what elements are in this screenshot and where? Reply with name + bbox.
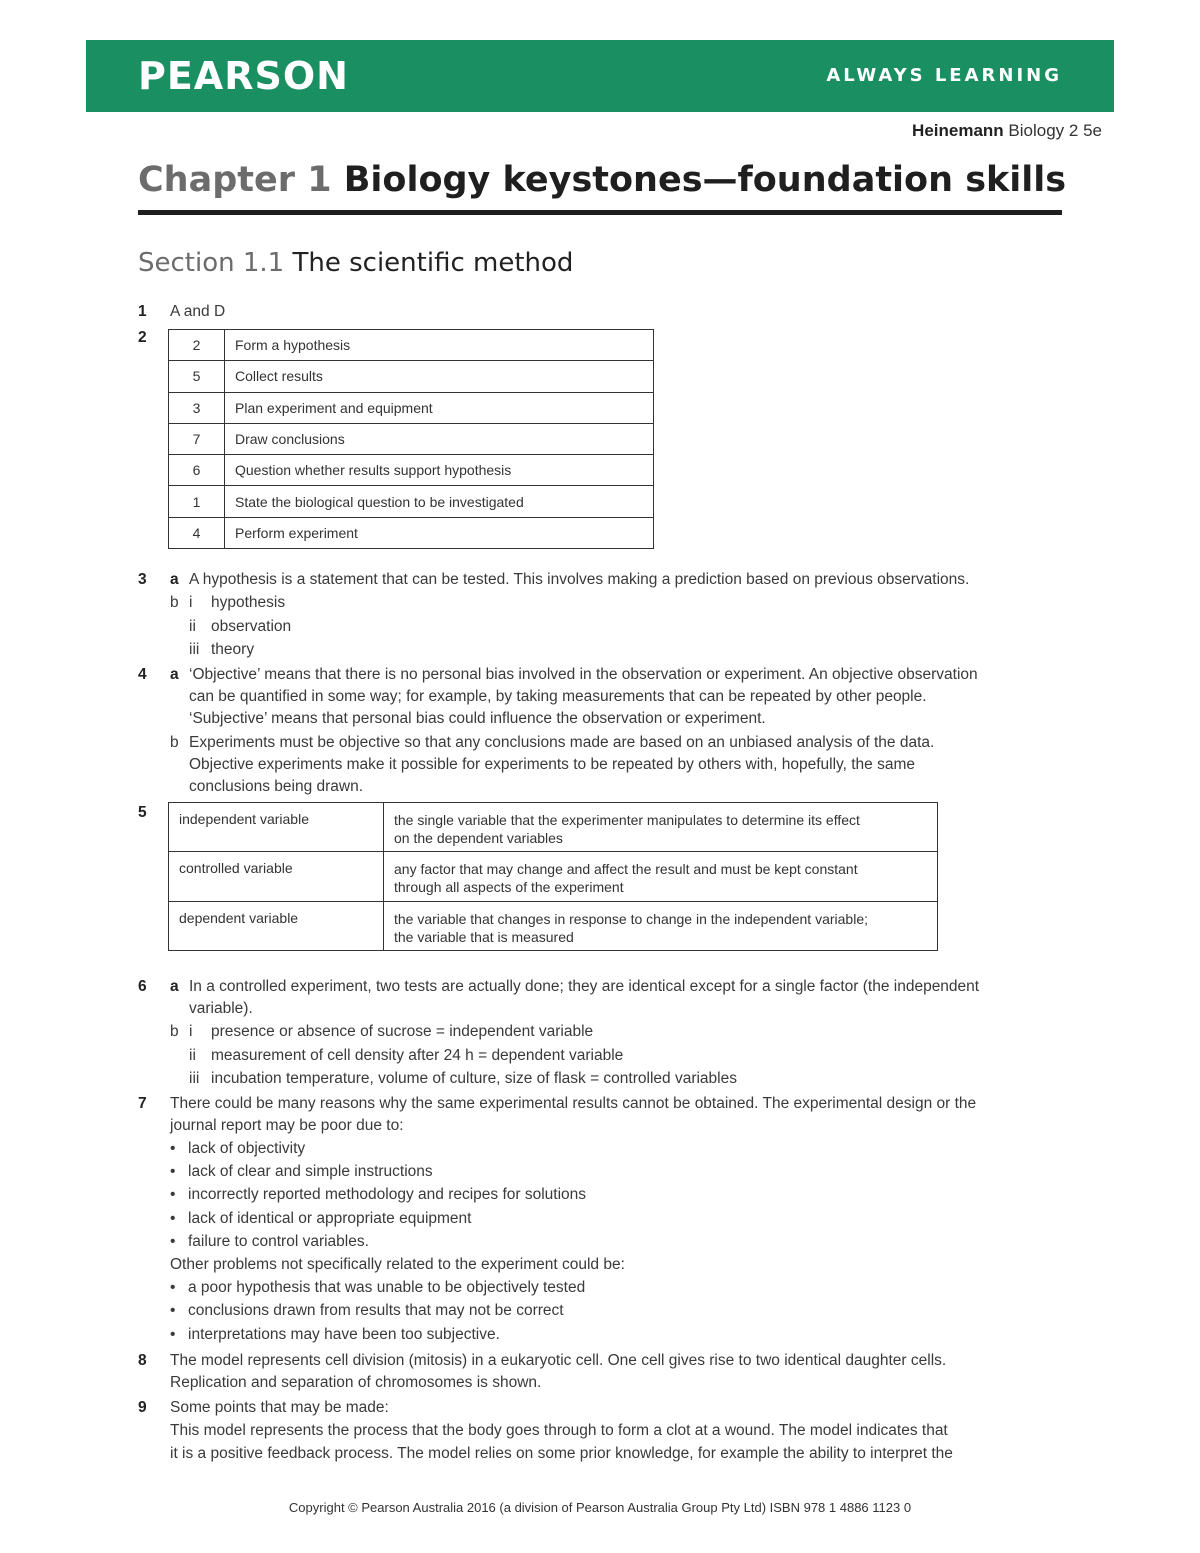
q7-mid-line: Other problems not specifically related to the experiment could be:: [170, 1256, 625, 1273]
q2-step-number: 1: [169, 486, 225, 517]
q3-a-text: A hypothesis is a statement that can be tested. This involves making a prediction based on previous observations.: [189, 571, 970, 588]
q5-term: independent variable: [169, 803, 384, 852]
q9-line: it is a positive feedback process. The model relies on some prior knowledge, for example the ability to interpret the: [170, 1445, 953, 1462]
chapter-name: Biology keystones—foundation skills: [343, 160, 1067, 200]
roman-numeral: i: [189, 594, 193, 611]
q5-definition-line: through all aspects of the experiment: [394, 879, 624, 896]
q2-row: [169, 392, 654, 423]
q2-step-text: Draw conclusions: [225, 423, 654, 454]
item-text: theory: [211, 641, 255, 658]
q7-bullet: • interpretations may have been too subjective.: [170, 1324, 500, 1346]
q2-row: [169, 486, 654, 517]
q7-intro-line: journal report may be poor due to:: [170, 1117, 404, 1134]
roman-numeral: ii: [189, 617, 196, 635]
q4-a-line: ‘Subjective’ means that personal bias could influence the observation or experiment.: [189, 710, 766, 727]
q7-bullet: • incorrectly reported methodology and recipes for solutions: [170, 1184, 586, 1206]
q2-step-number: 7: [169, 423, 225, 454]
q4-a-line: can be quantified in some way; for example, by taking measurements that can be repeated by other people.: [189, 688, 927, 705]
q7-bullet: • lack of identical or appropriate equipment: [170, 1208, 471, 1230]
q2-row: [169, 455, 654, 486]
q4-a-line: ‘Objective’ means that there is no personal bias involved in the observation or experiment. An objective observation: [189, 666, 978, 683]
q3-b-item: [189, 592, 285, 614]
q5-row: [169, 852, 938, 901]
q5-definition-line: the variable that changes in response to change in the independent variable;: [394, 910, 869, 927]
item-text: observation: [211, 617, 292, 635]
q2-step-number: 5: [169, 361, 225, 392]
item-text: incubation temperature, volume of culture, size of flask = controlled variables: [211, 1070, 737, 1087]
q1-answer: A and D: [170, 303, 226, 320]
q6-a-line: variable).: [189, 1000, 253, 1017]
q4-b-label: b: [170, 734, 179, 751]
q7-intro-line: There could be many reasons why the same experimental results cannot be obtained. The experimental design or the: [170, 1095, 977, 1112]
q3-a-label: a: [170, 571, 179, 588]
q2-number: 2: [138, 329, 147, 346]
q5-definition-line: any factor that may change and affect the result and must be kept constant: [394, 861, 858, 878]
q8-number: 8: [138, 1352, 147, 1369]
q5-definition-line: on the dependent variables: [394, 830, 563, 846]
chapter-title: [138, 158, 1067, 202]
q2-step-text: State the biological question to be investigated: [225, 486, 654, 517]
q2-step-text: Form a hypothesis: [225, 330, 654, 361]
q3-number: 3: [138, 571, 147, 588]
q6-number: 6: [138, 978, 147, 995]
q2-step-text: Collect results: [225, 361, 654, 392]
q2-table: [168, 329, 654, 549]
q4-b-line: Experiments must be objective so that any conclusions made are based on an unbiased analysis of the data.: [189, 734, 935, 751]
q6-b-label: b: [170, 1023, 179, 1040]
q2-row: [169, 330, 654, 361]
q6-b-item: [189, 1045, 623, 1067]
q5-definition: [384, 901, 938, 950]
section-name: The scientific method: [292, 248, 574, 278]
q8-line: The model represents cell division (mitosis) in a eukaryotic cell. One cell gives rise to two identical daughter cells.: [170, 1352, 947, 1369]
item-text: presence or absence of sucrose = independent variable: [211, 1023, 594, 1040]
book-name: Biology 2 5e: [1008, 121, 1102, 140]
q1-number: 1: [138, 303, 147, 320]
q8-line: Replication and separation of chromosomes is shown.: [170, 1374, 542, 1391]
q5-definition: [384, 803, 938, 852]
chapter-label: Chapter 1: [138, 160, 332, 200]
q9-number: 9: [138, 1399, 147, 1416]
tagline: ALWAYS LEARNING: [826, 65, 1062, 86]
q9-line: This model represents the process that the body goes through to form a clot at a wound. The model indicates that: [170, 1422, 948, 1439]
q5-term: dependent variable: [169, 901, 384, 950]
copyright-footer: Copyright © Pearson Australia 2016 (a division of Pearson Australia Group Pty Ltd) ISBN 978 1 4886 1123 0: [288, 1500, 912, 1515]
header-banner: [86, 40, 1114, 112]
q2-row: [169, 517, 654, 548]
item-text: measurement of cell density after 24 h = dependent variable: [211, 1046, 624, 1064]
chapter-rule: [138, 210, 1062, 215]
q4-a-label: a: [170, 666, 179, 683]
q5-number: 5: [138, 804, 147, 821]
q6-b-item: [189, 1068, 737, 1090]
q3-b-item: [189, 616, 291, 638]
q3-b-item: [189, 639, 254, 661]
q5-definition-line: the variable that is measured: [394, 928, 574, 945]
book-publisher: Heinemann: [912, 121, 1004, 140]
q4-b-line: conclusions being drawn.: [189, 778, 364, 795]
q5-term: controlled variable: [169, 852, 384, 901]
q3-b-label: b: [170, 594, 179, 611]
section-label: Section 1.1: [138, 248, 285, 278]
book-reference: [912, 120, 1102, 142]
q2-step-number: 3: [169, 392, 225, 423]
q7-bullet: • a poor hypothesis that was unable to be objectively tested: [170, 1277, 585, 1299]
q5-table: [168, 802, 938, 951]
roman-numeral: iii: [189, 1070, 200, 1087]
q4-number: 4: [138, 666, 147, 683]
item-text: hypothesis: [211, 594, 286, 611]
roman-numeral: ii: [189, 1046, 196, 1064]
q2-row: [169, 423, 654, 454]
q4-b-line: Objective experiments make it possible for experiments to be repeated by others with, hopefully, the same: [189, 756, 915, 773]
q5-row: [169, 901, 938, 950]
q2-step-number: 6: [169, 455, 225, 486]
q7-bullet: • failure to control variables.: [170, 1231, 369, 1253]
q7-bullet: • lack of clear and simple instructions: [170, 1161, 433, 1183]
q5-definition-line: the single variable that the experimenter manipulates to determine its effect: [394, 812, 860, 828]
q7-bullet: • lack of objectivity: [170, 1138, 305, 1160]
q5-definition: [384, 852, 938, 901]
q2-step-number: 4: [169, 517, 225, 548]
q2-step-text: Question whether results support hypothesis: [225, 455, 654, 486]
q2-step-text: Plan experiment and equipment: [225, 392, 654, 423]
q5-row: [169, 803, 938, 852]
q7-number: 7: [138, 1095, 147, 1112]
q2-row: [169, 361, 654, 392]
q2-step-number: 2: [169, 330, 225, 361]
pearson-logo: PEARSON: [138, 54, 349, 98]
q6-b-item: [189, 1021, 593, 1043]
q6-a-label: a: [170, 978, 179, 995]
roman-numeral: i: [189, 1023, 193, 1040]
q7-bullet: • conclusions drawn from results that may not be correct: [170, 1300, 564, 1322]
q9-line: Some points that may be made:: [170, 1399, 389, 1416]
roman-numeral: iii: [189, 641, 200, 658]
section-title: [138, 246, 573, 280]
q6-a-line: In a controlled experiment, two tests are actually done; they are identical except for a single factor (the independent: [189, 978, 980, 995]
q2-step-text: Perform experiment: [225, 517, 654, 548]
